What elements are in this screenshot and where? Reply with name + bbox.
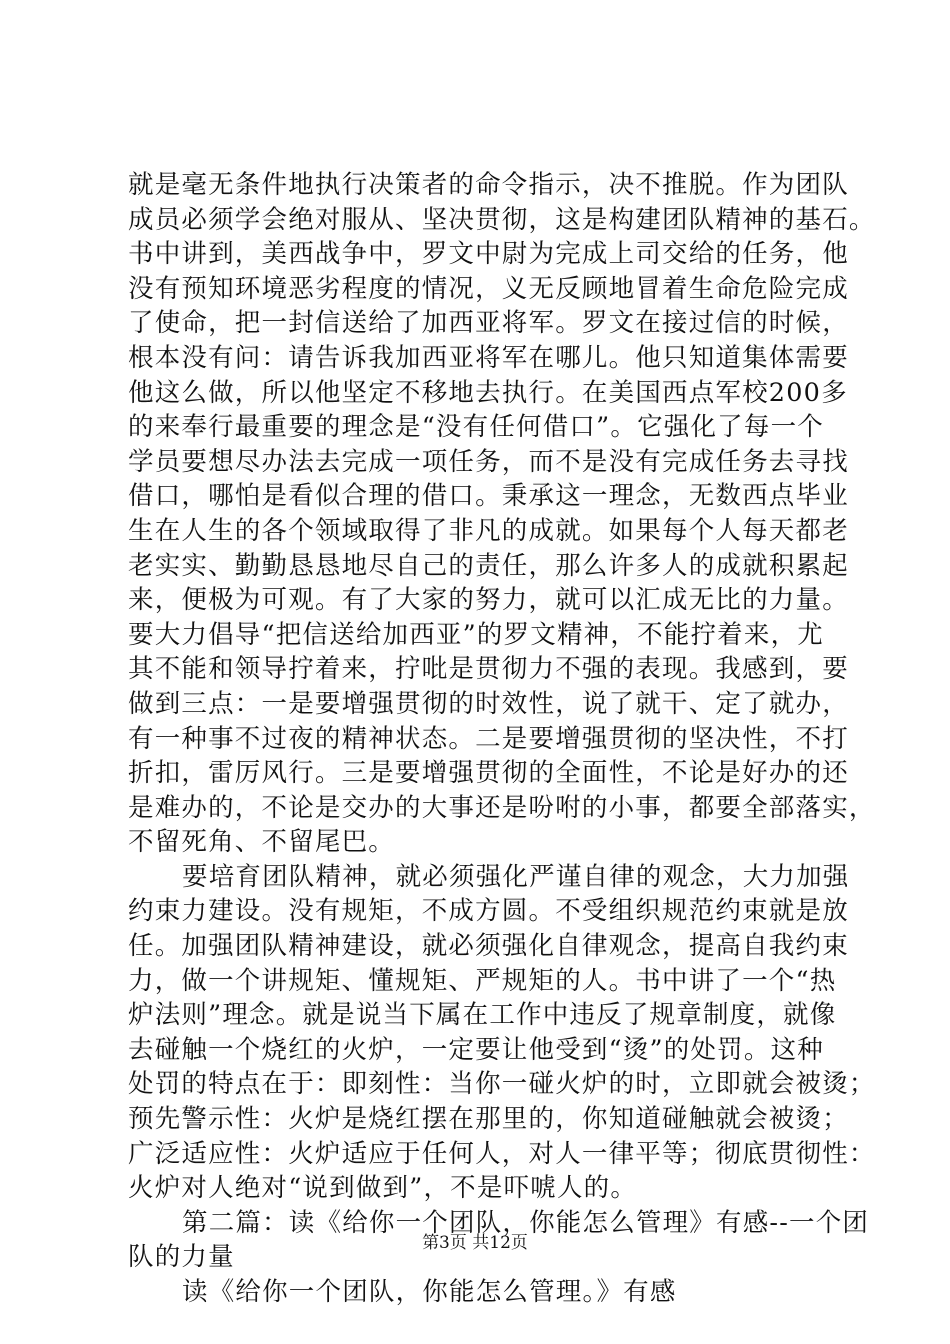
text-line: 任。加强团队精神建设，就必须强化自律观念，提高自我约束 xyxy=(128,931,849,962)
text-line: 来，便极为可观。有了大家的努力，就可以汇成无比的力量。 xyxy=(128,585,849,616)
page-number-footer: 第3页 共12页 xyxy=(422,1233,528,1253)
text-line: 没有预知环境恶劣程度的情况，义无反顾地冒着生命危险完成 xyxy=(128,273,849,304)
text-line: 不留死角、不留尾巴。 xyxy=(128,827,396,858)
text-line: 是难办的，不论是交办的大事还是吩咐的小事，都要全部落实， xyxy=(128,792,876,823)
text-line: 做到三点：一是要增强贯彻的时效性，说了就干、定了就办， xyxy=(128,688,849,719)
text-line: 就是毫无条件地执行决策者的命令指示，决不推脱。作为团队 xyxy=(128,170,849,200)
text-line: 约束力建设。没有规矩，不成方圆。不受组织规范约束就是放 xyxy=(128,896,849,927)
text-line: 有一种事不过夜的精神状态。二是要增强贯彻的坚决性，不打 xyxy=(128,723,849,754)
text-line: 处罚的特点在于：即刻性：当你一碰火炉的时，立即就会被烫； xyxy=(128,1069,876,1100)
text-line: 老实实、勤勤恳恳地尽自己的责任，那么许多人的成就积累起 xyxy=(128,550,849,581)
text-line: 的来奉行最重要的理念是“没有任何借口”。它强化了每一个 xyxy=(128,412,824,443)
section-heading-line: 第二篇：读《给你一个团队，你能怎么管理》有感--一个团 xyxy=(182,1207,870,1238)
text-line: 折扣，雷厉风行。三是要增强贯彻的全面性，不论是好办的还 xyxy=(128,758,849,789)
text-line: 学员要想尽办法去完成一项任务，而不是没有完成任务去寻找 xyxy=(128,446,849,477)
text-line: 广泛适应性：火炉适应于任何人，对人一律平等；彻底贯彻性： xyxy=(128,1138,876,1169)
text-line: 火炉对人绝对“说到做到”，不是吓唬人的。 xyxy=(128,1173,638,1204)
text-line: 预先警示性：火炉是烧红摆在那里的，你知道碰触就会被烫； xyxy=(128,1104,849,1135)
text-line: 他这么做，所以他坚定不移地去执行。在美国西点军校200多 xyxy=(128,377,848,408)
subtitle-line: 读《给你一个团队，你能怎么管理。》有感 xyxy=(182,1277,677,1307)
text-line: 根本没有问：请告诉我加西亚将军在哪儿。他只知道集体需要 xyxy=(128,342,849,373)
text-line: 其不能和领导拧着来，拧吡是贯彻力不强的表现。我感到，要 xyxy=(128,654,849,685)
text-line: 要大力倡导“把信送给加西亚”的罗文精神，不能拧着来，尤 xyxy=(128,619,824,650)
section-heading-line: 队的力量 xyxy=(128,1242,235,1273)
text-line: 炉法则”理念。就是说当下属在工作中违反了规章制度，就像 xyxy=(128,1000,837,1031)
document-body xyxy=(128,168,876,1310)
text-line: 了使命，把一封信送给了加西亚将军。罗文在接过信的时候， xyxy=(128,308,849,339)
text-line: 生在人生的各个领域取得了非凡的成就。如果每个人每天都老 xyxy=(128,515,849,546)
text-line: 去碰触一个烧红的火炉，一定要让他受到“烫”的处罚。这种 xyxy=(128,1034,824,1065)
text-line: 书中讲到，美西战争中，罗文中尉为完成上司交给的任务，他 xyxy=(128,239,849,270)
text-line: 借口，哪怕是看似合理的借口。秉承这一理念，无数西点毕业 xyxy=(128,481,849,512)
text-line: 成员必须学会绝对服从、坚决贯彻，这是构建团队精神的基石。 xyxy=(128,204,876,235)
paragraph-start-line: 要培育团队精神，就必须强化严谨自律的观念，大力加强 xyxy=(182,861,850,892)
text-line: 力，做一个讲规矩、懂规矩、严规矩的人。书中讲了一个“热 xyxy=(128,965,837,996)
